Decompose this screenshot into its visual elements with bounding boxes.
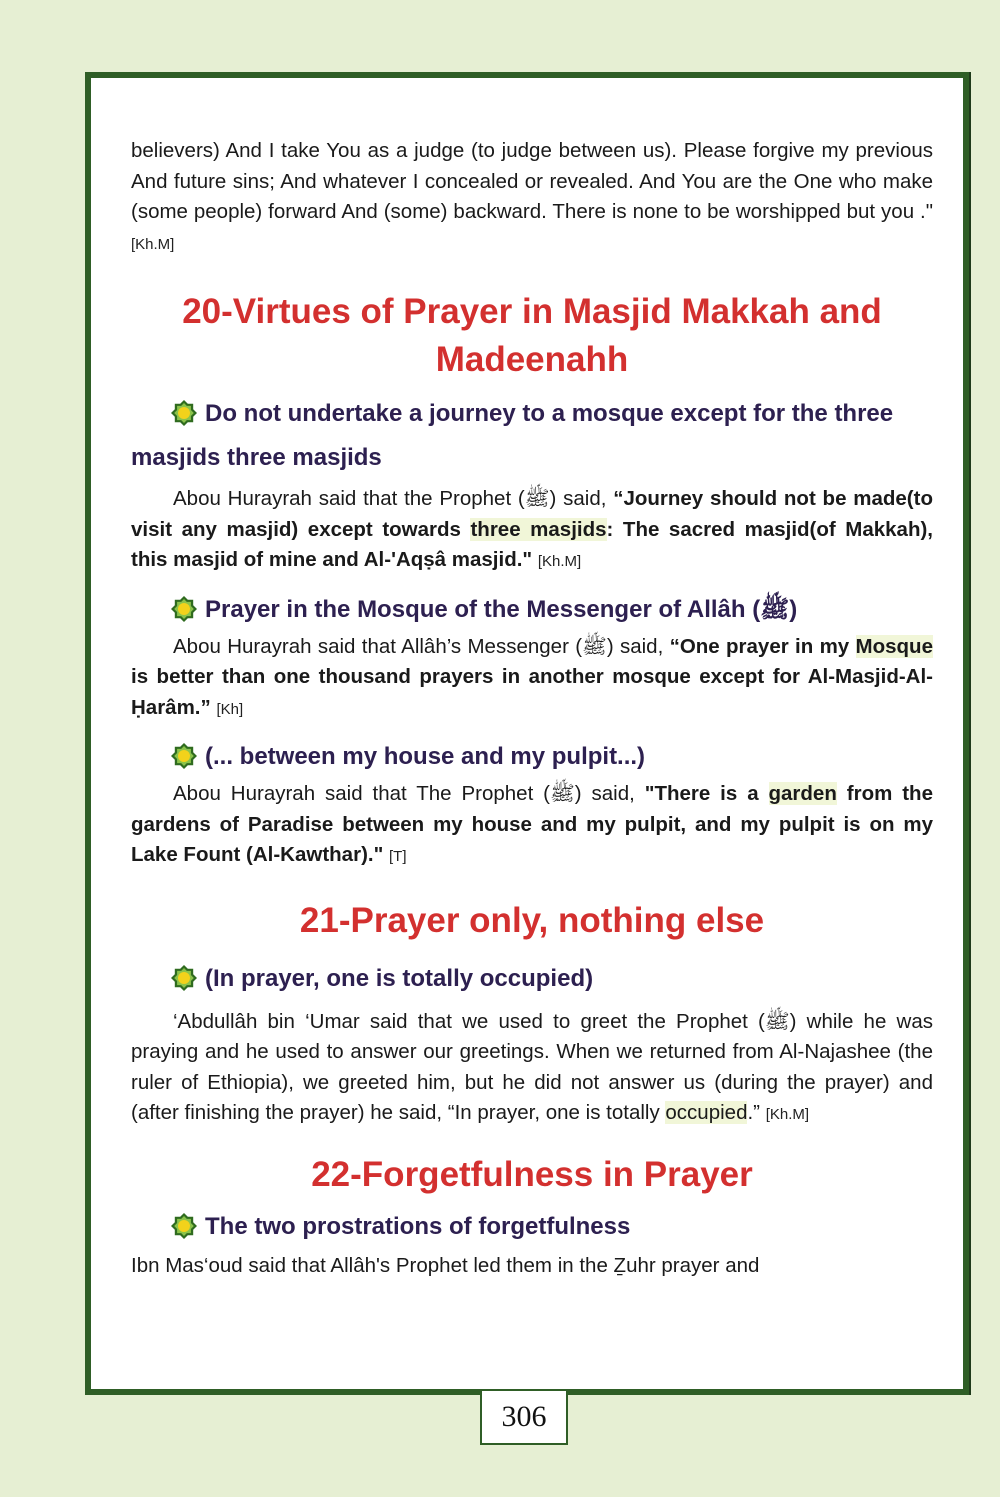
hadith-paragraph <box>131 632 933 726</box>
subheading-journey <box>131 392 933 480</box>
hadith-quote: : The sacred masjid(of Makkah), this masjid of mine and Al-'Aqṣâ masjid." <box>131 517 933 571</box>
subheading-mosque-messenger <box>131 588 933 632</box>
highlighted-text: three masjids <box>470 517 607 541</box>
highlighted-text: occupied <box>665 1101 748 1124</box>
subheading-text: Prayer in the Mosque of the Messenger of Allâh (ﷺ) <box>205 595 798 623</box>
subheading-text: The two prostrations of forgetfulness <box>205 1212 631 1240</box>
hadith-paragraph <box>131 1007 933 1131</box>
subheading-house-pulpit <box>131 735 933 779</box>
page-frame <box>85 72 969 1395</box>
hadith-paragraph <box>131 1251 933 1282</box>
octagram-star-icon <box>171 1213 197 1239</box>
hadith-quote: “Journey should not be made(to visit any masjid) except towards <box>131 487 933 541</box>
citation: [T] <box>389 848 407 865</box>
citation: [Kh.M] <box>131 235 175 253</box>
citation: [Kh.M] <box>765 1106 810 1123</box>
citation: [Kh] <box>216 700 244 718</box>
highlighted-text: garden <box>768 782 837 805</box>
hadith-narration: .” <box>747 1101 760 1124</box>
octagram-star-icon <box>171 965 197 991</box>
hadith-paragraph <box>131 779 933 873</box>
subheading-totally-occupied <box>131 957 933 1001</box>
highlighted-text: Mosque <box>855 634 933 658</box>
subheading-text: (In prayer, one is totally occupied) <box>205 964 594 992</box>
section-title-21: 21-Prayer only, nothing else <box>299 900 765 940</box>
hadith-quote: “One prayer in my <box>669 634 856 658</box>
section-title-20: 20-Virtues of Prayer in Masjid Makkah and Madeenahh <box>182 292 882 379</box>
subheading-two-prostrations <box>131 1205 933 1249</box>
octagram-star-icon <box>171 400 197 426</box>
hadith-narration: Ibn Mas‘oud said that Allâh's Prophet led them in the Ẕuhr prayer and <box>131 1253 760 1277</box>
hadith-quote: "There is a <box>644 782 769 805</box>
section-title-22: 22-Forgetfulness in Prayer <box>311 1154 753 1194</box>
intro-paragraph <box>131 136 933 260</box>
hadith-paragraph <box>131 484 933 578</box>
hadith-narration: ‘Abdullâh bin ‘Umar said that we used to greet the Prophet (ﷺ) while he was praying and he used to answer our greetings. When we returned from Al-Najashee (the ruler of Ethiopia), we greeted him, but he did not answer us (during the prayer) and (after finishing the prayer) he said, “In prayer, one is totally <box>131 1009 933 1124</box>
hadith-quote: is better than one thousand prayers in another mosque except for Al-Masjid-Al-Ḥarâm.” <box>131 665 933 719</box>
subheading-text: Do not undertake a journey to a mosque except for the three masjids three masjids <box>131 400 894 471</box>
octagram-star-icon <box>171 596 197 622</box>
octagram-star-icon <box>171 743 197 769</box>
intro-text: believers) And I take You as a judge (to judge between us). Please forgive my previous And future sins; And whatever I concealed or revealed. And You are the One who make (some people) forward And (some) backward. There is none to be worshipped but you ." <box>131 139 933 223</box>
hadith-narration: Abou Hurayrah said that Allâh’s Messenger (ﷺ) said, <box>173 634 670 658</box>
citation: [Kh.M] <box>537 553 582 570</box>
hadith-quote: from the gardens of Paradise between my house and my pulpit, and my pulpit is on my Lake Fount (Al-Kawthar)." <box>131 782 933 866</box>
hadith-narration: Abou Hurayrah said that the Prophet (ﷺ) said, <box>173 487 614 510</box>
subheading-text: (... between my house and my pulpit...) <box>205 743 646 770</box>
page-number: 306 <box>480 1389 568 1445</box>
hadith-narration: Abou Hurayrah said that The Prophet (ﷺ) said, <box>173 782 645 805</box>
page-content <box>131 136 933 1281</box>
